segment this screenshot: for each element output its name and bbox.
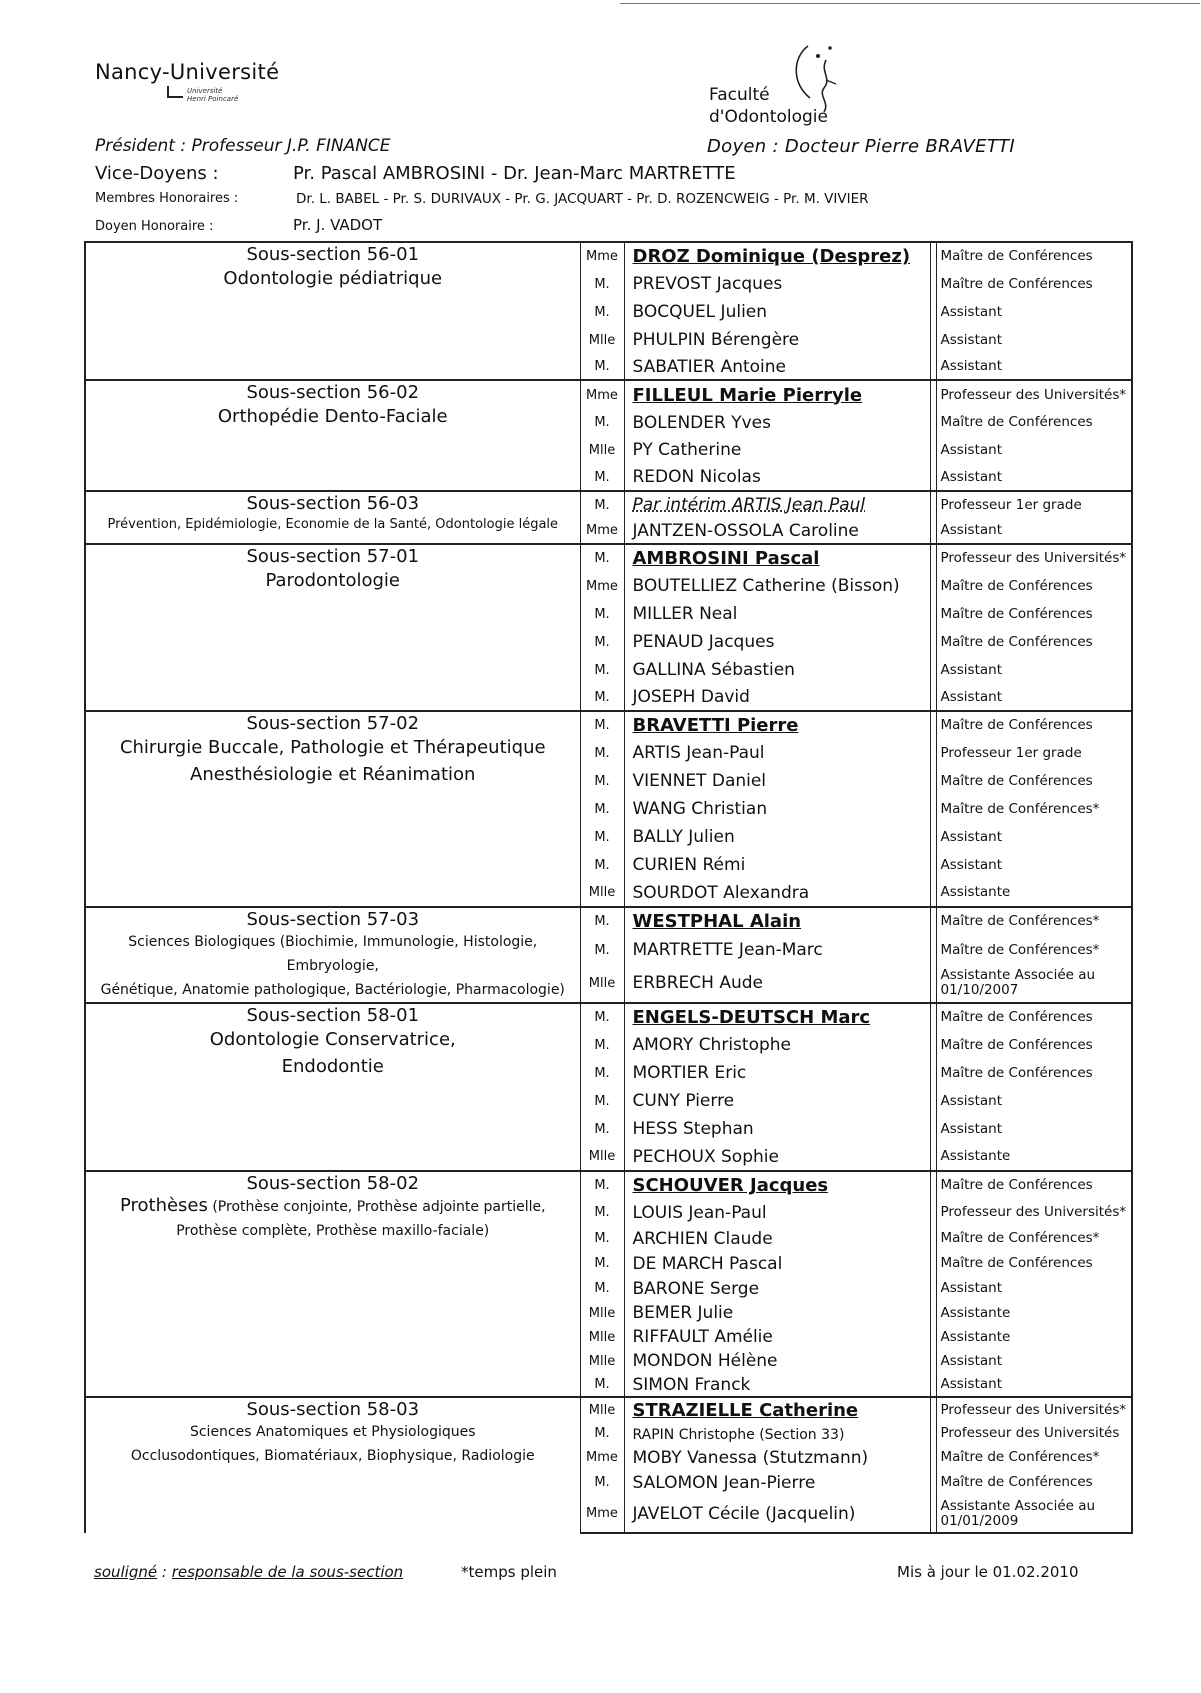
rank-cell: Assistant bbox=[936, 851, 1132, 879]
civility-cell: M. bbox=[580, 600, 624, 628]
staff-name: RIFFAULT Amélie bbox=[632, 1327, 773, 1347]
staff-name: PECHOUX Sophie bbox=[632, 1146, 779, 1167]
rank-cell: Maître de Conférences bbox=[936, 409, 1132, 436]
table-row bbox=[85, 1003, 1132, 1031]
civility-cell: M. bbox=[580, 409, 624, 436]
staff-name: BOUTELLIEZ Catherine (Bisson) bbox=[632, 576, 900, 596]
staff-name: CURIEN Rémi bbox=[632, 855, 746, 875]
rank-cell: Maître de Conférences bbox=[936, 270, 1132, 298]
civility-cell: M. bbox=[580, 1003, 624, 1031]
rank-cell: Maître de Conférences bbox=[936, 242, 1132, 270]
staff-name: MORTIER Eric bbox=[632, 1063, 747, 1083]
rank-cell: Assistant bbox=[936, 298, 1132, 326]
table-row bbox=[85, 1171, 1132, 1199]
rank-cell: Maître de Conférences bbox=[936, 711, 1132, 739]
section-lead-name: SCHOUVER Jacques bbox=[632, 1175, 829, 1196]
section-cell bbox=[85, 711, 580, 907]
civility-cell: M. bbox=[580, 544, 624, 572]
civility-cell: M. bbox=[580, 354, 624, 380]
staff-name: BOLENDER Yves bbox=[632, 412, 771, 433]
members-value: Dr. L. BABEL - Pr. S. DURIVAUX - Pr. G. JACQUART - Pr. D. ROZENCWEIG - Pr. M. VIVIER bbox=[296, 191, 869, 207]
university-logo bbox=[95, 60, 280, 103]
civility-cell: M. bbox=[580, 1251, 624, 1276]
staff-name: JANTZEN-OSSOLA Caroline bbox=[632, 520, 859, 541]
section-cell bbox=[85, 1003, 580, 1171]
legend-separator: : bbox=[157, 1563, 172, 1581]
section-description: Orthopédie Dento-Faciale bbox=[217, 406, 448, 427]
civility-cell: M. bbox=[580, 795, 624, 823]
name-cell bbox=[624, 1199, 930, 1226]
civility-cell: Mlle bbox=[580, 965, 624, 1003]
civility-cell: Mlle bbox=[580, 879, 624, 907]
civility-cell: M. bbox=[580, 684, 624, 711]
section-title: Sous-section 56-02 bbox=[246, 382, 420, 403]
rank-cell: Assistant bbox=[936, 354, 1132, 380]
section-description: Génétique, Anatomie pathologique, Bactériologie, Pharmacologie) bbox=[100, 982, 565, 998]
civility-cell: M. bbox=[580, 491, 624, 518]
name-cell bbox=[624, 270, 930, 298]
section-title: Sous-section 56-01 bbox=[246, 244, 420, 265]
staff-name: CUNY Pierre bbox=[632, 1091, 735, 1111]
rank-cell: Maître de Conférences bbox=[936, 1059, 1132, 1087]
vice-label: Vice-Doyens : bbox=[95, 163, 219, 184]
section-title: Sous-section 58-01 bbox=[246, 1005, 420, 1026]
civility-cell: M. bbox=[580, 1276, 624, 1301]
rank-cell: Maître de Conférences bbox=[936, 1470, 1132, 1495]
staff-name: JAVELOT Cécile (Jacquelin) bbox=[632, 1503, 856, 1524]
rank-cell: Assistant bbox=[936, 326, 1132, 354]
civility-cell: M. bbox=[580, 656, 624, 684]
rank-cell: Maître de Conférences* bbox=[936, 1226, 1132, 1251]
rank-cell: Assistant bbox=[936, 1373, 1132, 1397]
rank-cell: Professeur des Universités* bbox=[936, 544, 1132, 572]
name-cell bbox=[624, 518, 930, 544]
section-cell bbox=[85, 242, 580, 380]
name-cell bbox=[624, 326, 930, 354]
name-cell bbox=[624, 491, 930, 518]
civility-cell: Mlle bbox=[580, 1349, 624, 1373]
name-cell bbox=[624, 907, 930, 936]
name-cell bbox=[624, 1325, 930, 1349]
rank-cell: Professeur des Universités* bbox=[936, 380, 1132, 409]
section-lead-name: WESTPHAL Alain bbox=[632, 911, 802, 933]
doyen-line: Doyen : Docteur Pierre BRAVETTI bbox=[707, 136, 1016, 157]
rank-cell: Assistante Associée au 01/10/2007 bbox=[936, 965, 1132, 1003]
name-cell bbox=[624, 739, 930, 767]
rank-cell: Assistante bbox=[936, 1325, 1132, 1349]
section-description: Occlusodontiques, Biomatériaux, Biophysique, Radiologie bbox=[130, 1448, 535, 1464]
rank-cell: Maître de Conférences bbox=[936, 600, 1132, 628]
civility-cell: Mme bbox=[580, 518, 624, 544]
civility-cell: M. bbox=[580, 1087, 624, 1115]
civility-cell: M. bbox=[580, 711, 624, 739]
name-cell bbox=[624, 1445, 930, 1470]
section-lead-name: ENGELS-DEUTSCH Marc bbox=[632, 1007, 871, 1028]
members-label: Membres Honoraires : bbox=[95, 191, 239, 206]
civility-cell: M. bbox=[580, 1199, 624, 1226]
section-cell bbox=[85, 1397, 580, 1533]
rank-cell: Maître de Conférences bbox=[936, 628, 1132, 656]
section-title: Sous-section 58-03 bbox=[246, 1399, 420, 1420]
rank-cell: Maître de Conférences bbox=[936, 1031, 1132, 1059]
name-cell bbox=[624, 1495, 930, 1533]
section-cell bbox=[85, 380, 580, 491]
name-cell bbox=[624, 1143, 930, 1171]
name-cell bbox=[624, 1031, 930, 1059]
staff-name: LOUIS Jean-Paul bbox=[632, 1202, 767, 1223]
name-cell bbox=[624, 1059, 930, 1087]
name-cell bbox=[624, 684, 930, 711]
rank-cell: Maître de Conférences bbox=[936, 767, 1132, 795]
staff-name: BEMER Julie bbox=[632, 1303, 734, 1323]
table-row bbox=[85, 544, 1132, 572]
staff-name: PHULPIN Bérengère bbox=[632, 330, 800, 350]
section-description: Endodontie bbox=[281, 1056, 384, 1077]
rank-cell: Maître de Conférences* bbox=[936, 1445, 1132, 1470]
section-lead-name: FILLEUL Marie Pierryle bbox=[632, 384, 863, 406]
civility-cell: M. bbox=[580, 1226, 624, 1251]
rank-cell: Maître de Conférences* bbox=[936, 795, 1132, 823]
rank-cell: Professeur des Universités* bbox=[936, 1199, 1132, 1226]
name-cell bbox=[624, 1171, 930, 1199]
section-description: Parodontologie bbox=[265, 570, 401, 591]
civility-cell: M. bbox=[580, 464, 624, 491]
staff-name: WANG Christian bbox=[632, 799, 768, 819]
name-cell bbox=[624, 436, 930, 464]
vice-value: Pr. Pascal AMBROSINI - Dr. Jean-Marc MARTRETTE bbox=[293, 163, 736, 184]
section-description-main: Prothèses bbox=[119, 1195, 208, 1216]
civility-cell: M. bbox=[580, 298, 624, 326]
name-cell bbox=[624, 1349, 930, 1373]
staff-name: ARTIS Jean-Paul bbox=[632, 743, 765, 763]
section-lead-name: Par intérim ARTIS Jean Paul bbox=[632, 495, 866, 515]
rank-cell: Assistant bbox=[936, 1087, 1132, 1115]
staff-table bbox=[84, 241, 1133, 1534]
section-description-detail: (Prothèse conjointe, Prothèse adjointe partielle, bbox=[212, 1199, 546, 1215]
faculty-name: Faculté d'Odontologie bbox=[709, 85, 828, 127]
staff-name: BALLY Julien bbox=[632, 827, 735, 847]
civility-cell: M. bbox=[580, 1470, 624, 1495]
name-cell bbox=[624, 1251, 930, 1276]
legend-key: souligné bbox=[94, 1563, 158, 1581]
section-title: Sous-section 57-02 bbox=[246, 713, 420, 734]
name-cell bbox=[624, 711, 930, 739]
university-sub: Université Henri Poincaré bbox=[187, 87, 239, 103]
name-cell bbox=[624, 354, 930, 380]
rank-cell: Maître de Conférences* bbox=[936, 907, 1132, 936]
civility-cell: Mlle bbox=[580, 1301, 624, 1325]
staff-name: PY Catherine bbox=[632, 440, 742, 460]
rank-cell: Professeur des Universités* bbox=[936, 1397, 1132, 1422]
rank-cell: Professeur 1er grade bbox=[936, 491, 1132, 518]
legend-value: responsable de la sous-section bbox=[171, 1563, 404, 1581]
name-cell bbox=[624, 1373, 930, 1397]
rank-cell: Assistante bbox=[936, 1301, 1132, 1325]
rank-cell: Assistant bbox=[936, 1115, 1132, 1143]
section-description: Anesthésiologie et Réanimation bbox=[190, 764, 476, 785]
section-lead-name: DROZ Dominique (Desprez) bbox=[632, 246, 911, 267]
rank-cell: Assistant bbox=[936, 684, 1132, 711]
civility-cell: Mme bbox=[580, 380, 624, 409]
staff-name: MOBY Vanessa (Stutzmann) bbox=[632, 1447, 869, 1468]
staff-name: MARTRETTE Jean-Marc bbox=[632, 940, 823, 961]
civility-cell: Mme bbox=[580, 1495, 624, 1533]
name-cell bbox=[624, 242, 930, 270]
rank-cell: Assistante bbox=[936, 1143, 1132, 1171]
section-cell bbox=[85, 907, 580, 1003]
staff-name: VIENNET Daniel bbox=[632, 771, 767, 791]
name-cell bbox=[624, 544, 930, 572]
name-cell bbox=[624, 572, 930, 600]
name-cell bbox=[624, 628, 930, 656]
section-title: Sous-section 56-03 bbox=[246, 493, 420, 514]
name-cell bbox=[624, 1115, 930, 1143]
table-row bbox=[85, 1397, 1132, 1422]
civility-cell: M. bbox=[580, 1422, 624, 1445]
rank-cell: Maître de Conférences bbox=[936, 1003, 1132, 1031]
section-description: Chirurgie Buccale, Pathologie et Thérapeutique bbox=[119, 737, 546, 758]
civility-cell: M. bbox=[580, 1373, 624, 1397]
staff-name: BARONE Serge bbox=[632, 1278, 760, 1299]
civility-cell: M. bbox=[580, 628, 624, 656]
civility-cell: M. bbox=[580, 1171, 624, 1199]
fulltime-note: *temps plein bbox=[461, 1563, 557, 1581]
staff-name: SIMON Franck bbox=[632, 1374, 751, 1395]
section-description: Prévention, Epidémiologie, Economie de la Santé, Odontologie légale bbox=[107, 517, 559, 532]
update-date: Mis à jour le 01.02.2010 bbox=[897, 1563, 1079, 1581]
rank-cell: Assistant bbox=[936, 823, 1132, 851]
rank-cell: Assistant bbox=[936, 464, 1132, 491]
staff-name: MILLER Neal bbox=[632, 604, 738, 624]
name-cell bbox=[624, 298, 930, 326]
name-cell bbox=[624, 656, 930, 684]
rank-cell: Assistant bbox=[936, 1276, 1132, 1301]
university-brand: Nancy-Université bbox=[95, 60, 280, 84]
civility-cell: Mlle bbox=[580, 1143, 624, 1171]
name-cell bbox=[624, 1422, 930, 1445]
section-lead-name: STRAZIELLE Catherine bbox=[632, 1399, 859, 1421]
rank-cell: Assistant bbox=[936, 1349, 1132, 1373]
staff-name: ARCHIEN Claude bbox=[632, 1228, 773, 1249]
section-description: Prothèse complète, Prothèse maxillo-faciale) bbox=[176, 1223, 490, 1239]
civility-cell: M. bbox=[580, 936, 624, 965]
name-cell bbox=[624, 1226, 930, 1251]
top-rule bbox=[620, 3, 1200, 4]
section-description: Sciences Biologiques (Biochimie, Immunologie, Histologie, Embryologie, bbox=[128, 934, 538, 974]
civility-cell: Mme bbox=[580, 572, 624, 600]
rank-cell: Assistant bbox=[936, 656, 1132, 684]
civility-cell: M. bbox=[580, 1059, 624, 1087]
staff-name: PENAUD Jacques bbox=[632, 632, 775, 652]
table-row bbox=[85, 907, 1132, 936]
rank-cell: Assistante Associée au 01/01/2009 bbox=[936, 1495, 1132, 1533]
civility-cell: M. bbox=[580, 907, 624, 936]
staff-name: MONDON Hélène bbox=[632, 1351, 778, 1371]
civility-cell: Mlle bbox=[580, 436, 624, 464]
honorary-label: Doyen Honoraire : bbox=[95, 219, 214, 234]
name-cell bbox=[624, 1301, 930, 1325]
staff-name: PREVOST Jacques bbox=[632, 274, 783, 294]
name-cell bbox=[624, 823, 930, 851]
name-cell bbox=[624, 1470, 930, 1495]
staff-name: DE MARCH Pascal bbox=[632, 1253, 783, 1274]
civility-cell: M. bbox=[580, 851, 624, 879]
table-row bbox=[85, 242, 1132, 270]
name-cell bbox=[624, 936, 930, 965]
name-cell bbox=[624, 464, 930, 491]
name-cell bbox=[624, 795, 930, 823]
staff-name: SOURDOT Alexandra bbox=[632, 882, 810, 903]
rank-cell: Professeur des Universités bbox=[936, 1422, 1132, 1445]
staff-name: SABATIER Antoine bbox=[632, 356, 786, 377]
civility-cell: M. bbox=[580, 739, 624, 767]
section-title: Sous-section 57-03 bbox=[246, 909, 420, 930]
table-row bbox=[85, 711, 1132, 739]
legend bbox=[94, 1563, 403, 1581]
rank-cell: Maître de Conférences bbox=[936, 1171, 1132, 1199]
civility-cell: M. bbox=[580, 767, 624, 795]
name-cell bbox=[624, 1397, 930, 1422]
name-cell bbox=[624, 851, 930, 879]
name-cell bbox=[624, 600, 930, 628]
section-lead-name: AMBROSINI Pascal bbox=[632, 548, 820, 569]
staff-name: ERBRECH Aude bbox=[632, 973, 763, 994]
section-cell bbox=[85, 1171, 580, 1397]
section-title: Sous-section 58-02 bbox=[246, 1173, 420, 1194]
name-cell bbox=[624, 767, 930, 795]
table-row bbox=[85, 380, 1132, 409]
name-cell bbox=[624, 380, 930, 409]
civility-cell: Mlle bbox=[580, 1325, 624, 1349]
staff-name: REDON Nicolas bbox=[632, 467, 761, 487]
section-cell bbox=[85, 544, 580, 711]
rank-cell: Maître de Conférences bbox=[936, 1251, 1132, 1276]
name-cell bbox=[624, 1003, 930, 1031]
section-description: Sciences Anatomiques et Physiologiques bbox=[189, 1424, 476, 1440]
swoosh-icon bbox=[167, 86, 183, 98]
president-line: Président : Professeur J.P. FINANCE bbox=[95, 136, 391, 156]
name-cell bbox=[624, 965, 930, 1003]
section-lead-name: BRAVETTI Pierre bbox=[632, 715, 799, 736]
name-cell bbox=[624, 1087, 930, 1115]
table-row bbox=[85, 491, 1132, 518]
staff-table-body bbox=[85, 242, 1132, 1533]
rank-cell: Assistant bbox=[936, 436, 1132, 464]
staff-name: GALLINA Sébastien bbox=[632, 660, 795, 680]
rank-cell: Assistant bbox=[936, 518, 1132, 544]
name-cell bbox=[624, 409, 930, 436]
rank-cell: Maître de Conférences* bbox=[936, 936, 1132, 965]
staff-name: JOSEPH David bbox=[632, 687, 750, 707]
section-description: Odontologie pédiatrique bbox=[223, 268, 443, 289]
civility-cell: Mlle bbox=[580, 326, 624, 354]
civility-cell: M. bbox=[580, 270, 624, 298]
section-description: Odontologie Conservatrice, bbox=[209, 1029, 456, 1050]
staff-name: BOCQUEL Julien bbox=[632, 302, 768, 322]
civility-cell: Mme bbox=[580, 1445, 624, 1470]
civility-cell: M. bbox=[580, 1115, 624, 1143]
section-description bbox=[86, 1194, 580, 1219]
rank-cell: Professeur 1er grade bbox=[936, 739, 1132, 767]
civility-cell: M. bbox=[580, 823, 624, 851]
staff-name: RAPIN Christophe (Section 33) bbox=[632, 1426, 845, 1443]
rank-cell: Assistante bbox=[936, 879, 1132, 907]
civility-cell: M. bbox=[580, 1031, 624, 1059]
section-cell bbox=[85, 491, 580, 544]
honorary-value: Pr. J. VADOT bbox=[293, 216, 383, 234]
name-cell bbox=[624, 1276, 930, 1301]
civility-cell: Mme bbox=[580, 242, 624, 270]
civility-cell: Mlle bbox=[580, 1397, 624, 1422]
section-title: Sous-section 57-01 bbox=[246, 546, 420, 567]
staff-name: HESS Stephan bbox=[632, 1119, 754, 1139]
staff-name: SALOMON Jean-Pierre bbox=[632, 1472, 816, 1493]
name-cell bbox=[624, 879, 930, 907]
staff-name: AMORY Christophe bbox=[632, 1035, 791, 1055]
rank-cell: Maître de Conférences bbox=[936, 572, 1132, 600]
